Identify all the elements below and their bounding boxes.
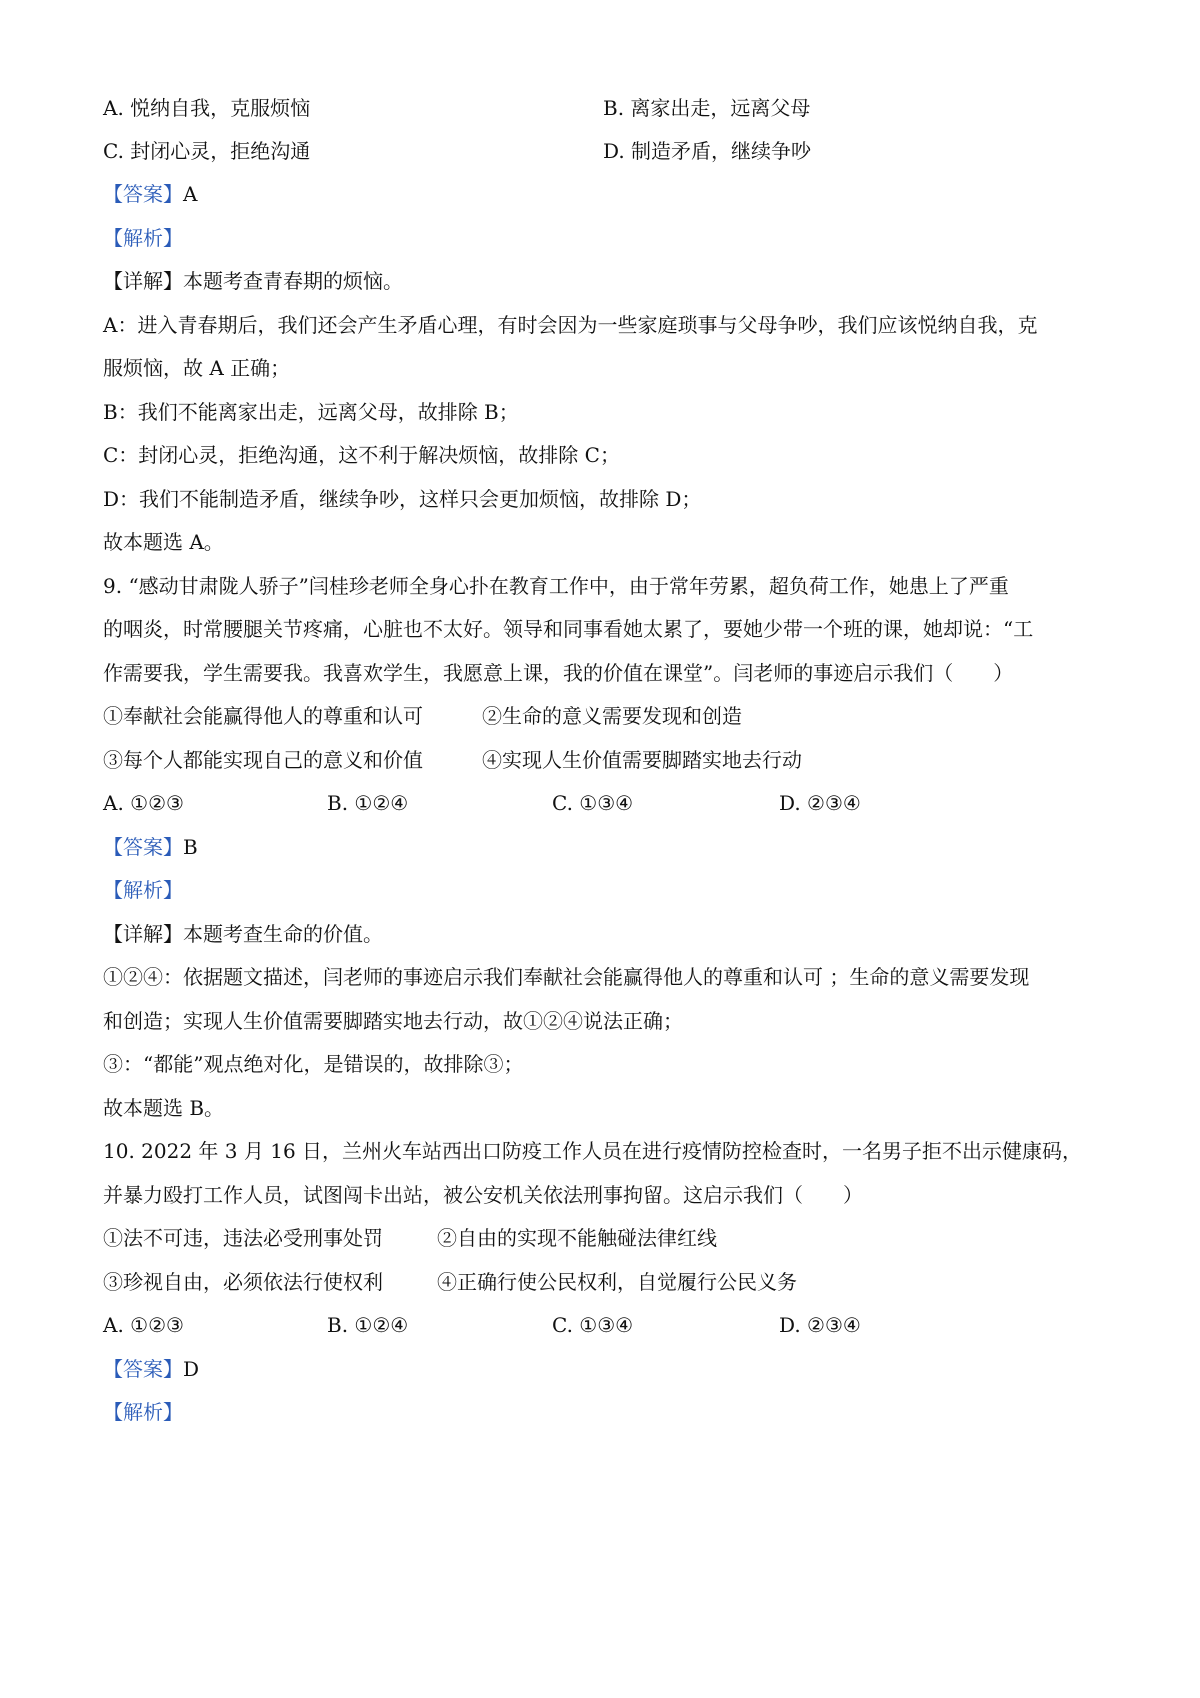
q9-line-3: ③：“都能”观点绝对化，是错误的，故排除③； [103,1052,524,1076]
q9-line-2: 和创造；实现人生价值需要脚踏实地去行动，故①②④说法正确； [103,1009,683,1033]
q9-statement-3: ③每个人都能实现自己的意义和价值 [103,748,423,772]
q8-option-a: A. 悦纳自我，克服烦恼 [103,96,311,120]
answer-value: A [183,182,198,206]
q9-stem-2: 的咽炎，时常腰腿关节疼痛，心脏也不太好。领导和同事看她太累了，要她少带一个班的课，她却说：“工 [103,617,1034,641]
q8-line-3: B：我们不能离家出走，远离父母，故排除 B； [103,400,519,424]
q9-answer [103,834,198,860]
detail-tag: 【详解】 [103,269,183,293]
q8-line-2: 服烦恼，故 A 正确； [103,356,291,380]
q9-statement-1: ①奉献社会能赢得他人的尊重和认可 [103,704,423,728]
q10-statement-3: ③珍视自由，必须依法行使权利 [103,1270,383,1294]
detail-text: 本题考查生命的价值。 [183,922,383,946]
q8-line-5: D：我们不能制造矛盾，继续争吵，这样只会更加烦恼，故排除 D； [103,487,702,511]
q8-option-b: B. 离家出走，远离父母 [603,96,811,120]
answer-tag: 【答案】 [103,1357,183,1381]
q9-choice-b: B. ①②④ [327,791,409,815]
detail-text: 本题考查青春期的烦恼。 [183,269,403,293]
q8-option-c: C. 封闭心灵，拒绝沟通 [103,139,311,163]
q10-choice-b: B. ①②④ [327,1313,409,1337]
q9-line-1: ①②④：依据题文描述，闫老师的事迹启示我们奉献社会能赢得他人的尊重和认可 ；生命的意义需要发现 [103,965,1030,989]
q8-answer [103,181,197,207]
q10-choice-d: D. ②③④ [779,1313,861,1337]
q9-statement-2: ②生命的意义需要发现和创造 [482,704,742,728]
q9-stem-1: 9. “感动甘肃陇人骄子”闫桂珍老师全身心扑在教育工作中，由于常年劳累，超负荷工作，她患上了严重 [103,574,1009,598]
q9-stem-3: 作需要我，学生需要我。我喜欢学生，我愿意上课，我的价值在课堂”。闫老师的事迹启示我们（ ） [103,661,1014,685]
answer-value: B [183,835,198,859]
q10-answer [103,1356,199,1382]
q10-choice-c: C. ①③④ [552,1313,634,1337]
q10-analysis-tag: 【解析】 [103,1400,183,1424]
q9-choice-c: C. ①③④ [552,791,634,815]
answer-tag: 【答案】 [103,835,183,859]
q10-stem-2: 并暴力殴打工作人员，试图闯卡出站，被公安机关依法刑事拘留。这启示我们（ ） [103,1183,863,1207]
q8-detail [103,268,403,294]
q10-choice-a: A. ①②③ [103,1313,184,1337]
q8-option-d: D. 制造矛盾，继续争吵 [603,139,812,163]
q8-line-4: C：封闭心灵，拒绝沟通，这不利于解决烦恼，故排除 C； [103,443,620,467]
q10-stem-1: 10. 2022 年 3 月 16 日，兰州火车站西出口防疫工作人员在进行疫情防控检查时，一名男子拒不出示健康码， [103,1139,1083,1163]
detail-tag: 【详解】 [103,922,183,946]
q8-line-1: A：进入青春期后，我们还会产生矛盾心理，有时会因为一些家庭琐事与父母争吵，我们应该悦纳自我，克 [103,313,1038,337]
q9-line-4: 故本题选 B。 [103,1096,225,1120]
q10-statement-4: ④正确行使公民权利，自觉履行公民义务 [437,1270,797,1294]
q10-statement-1: ①法不可违，违法必受刑事处罚 [103,1226,383,1250]
q9-choice-d: D. ②③④ [779,791,861,815]
q8-analysis-tag: 【解析】 [103,226,183,250]
q9-analysis-tag: 【解析】 [103,878,183,902]
q9-choice-a: A. ①②③ [103,791,184,815]
answer-value: D [183,1357,200,1381]
answer-tag: 【答案】 [103,182,183,206]
q9-statement-4: ④实现人生价值需要脚踏实地去行动 [482,748,802,772]
q10-statement-2: ②自由的实现不能触碰法律红线 [437,1226,717,1250]
q8-line-6: 故本题选 A。 [103,530,224,554]
q9-detail [103,921,383,947]
